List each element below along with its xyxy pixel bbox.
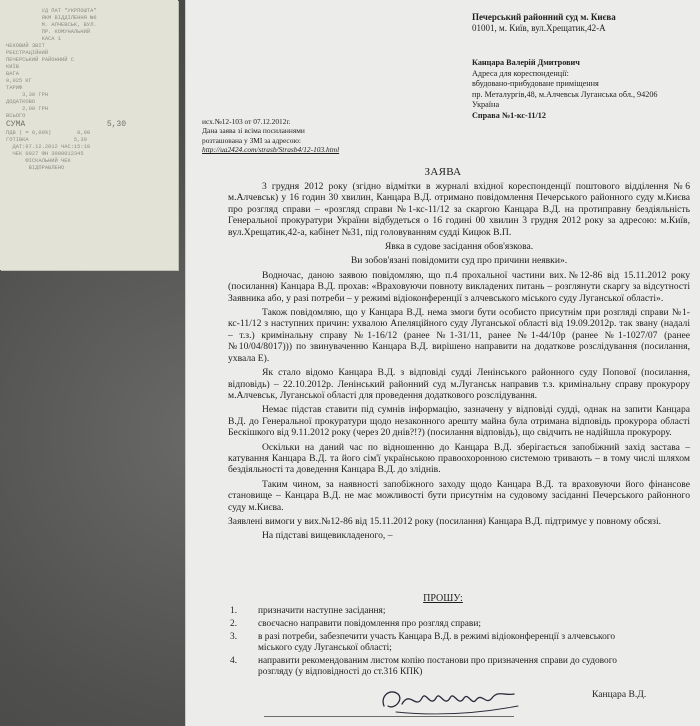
- request-item: [230, 632, 650, 654]
- sender-line-2: вбудовано-прибудоване приміщення: [472, 79, 599, 89]
- receipt-line: ПР. КОМУНАЛЬНИЙ: [6, 29, 91, 35]
- signer-name: Канцара В.Д.: [592, 689, 647, 700]
- receipt-tail-lines: [6, 130, 172, 172]
- receipt-sum: [6, 120, 172, 130]
- request-item: [230, 619, 650, 630]
- receipt-line: ПДВ ( = 0,00%) 0,00: [6, 130, 91, 136]
- document-page: [186, 0, 700, 726]
- paragraph-6: Як стало відомо Канцара В.Д. з відповіді судді Ленінського районного суду Попової (посилання, відповідь) – 22.10.2012р. Ленінський районний суд м.Луганськ направив т.з. кримінальну справу прокурору м.Алчевськ, Луганської області для проведення додаткового розслідування.: [228, 367, 690, 401]
- receipt-line: УД ПАТ "УКРПОШТА": [6, 8, 97, 14]
- ref-note-2: розташована у ЗМІ за адресою:: [202, 135, 301, 145]
- request-number: 4.: [230, 656, 238, 666]
- sender-line-3: пр. Металургів,48, м.Алчевськ Луганська обл., 94206: [472, 89, 658, 99]
- request-number: 1.: [230, 606, 238, 616]
- receipt-line: ЯКМ ВІДДІЛЕННЯ №6: [6, 15, 97, 21]
- receipt-sum-value: 5,30: [106, 120, 127, 129]
- receipt-line: 2,00 ГРН: [6, 106, 49, 112]
- receipt-line: 3,30 ГРН: [6, 92, 49, 98]
- request-text: своєчасно направити повідомлення про розгляд справи;: [258, 619, 481, 629]
- case-number: Справа №1-кс-11/12: [472, 110, 546, 120]
- request-item: [230, 656, 650, 678]
- sender-line-4: Україна: [472, 100, 500, 110]
- receipt-line: ТАРИФ: [6, 85, 23, 91]
- paragraph-3: Ви зобов'язані повідомити суд про причини неявки».: [350, 255, 568, 267]
- receipt-line: ВСЬОГО: [6, 113, 26, 119]
- court-address: 01001, м. Київ, вул.Хрещатик,42-А: [472, 23, 606, 33]
- receipt-line: РЕЄСТРАЦІЙНИЙ: [6, 50, 49, 56]
- request-number: 2.: [230, 619, 238, 629]
- request-list: [230, 606, 650, 680]
- receipt-line: ДОДАТКОВО: [6, 99, 36, 105]
- sender-name: Канцара Валерій Дмитрович: [472, 58, 580, 67]
- receipt-line: 0,025 КГ: [6, 78, 32, 84]
- paragraph-2: Явка в судове засідання обов'язкова.: [384, 241, 534, 253]
- receipt-sum-label: СУМА: [6, 120, 26, 129]
- receipt-line: ЧЕК 0027 ФН 3000012345: [6, 151, 84, 157]
- request-number: 3.: [230, 632, 238, 642]
- document-title: ЗАЯВА: [424, 166, 462, 178]
- paragraph-7: Немає підстав ставити під сумнів інформацію, зазначену у відповіді судді, однак на запити Канцара В.Д. до Генеральної прокуратури щодо незаконного арешту майна була отримана відповідь прокурора області Бескішкого від 9.11.2012 року (через 20 днів?!?) (посилання відповідь), що свідчить не надійшла прокурору.: [228, 404, 690, 439]
- receipt-line: ВІДПРАВЛЕНО: [6, 165, 65, 171]
- paragraph-5: Також повідомляю, що у Канцара В.Д. нема змоги бути особисто присутнім при розгляді справи №1-кс-11/12 з наступних причин: ухвалою Апеляційного суду Луганської області від 19.09.2012р. так звану (надалі – т.з.) кримінальну справу №1-16/12 (ранее №1-31/11, ранее №1-44/10р (ранее №1-1027/07 (ранее №10/04/8017))) по звинуваченню Канцара В.Д. вирішено направити на додаткове розслідування (посилання, ухвала Е).: [228, 307, 690, 364]
- request-text: в разі потреби, забезпечити участь Канцара В.Д. в режимі відіоконференції з алчевського міського суду Луганської області;: [258, 632, 616, 653]
- document-body: [228, 181, 690, 545]
- request-text: призначити наступне засідання;: [258, 606, 386, 616]
- receipt-line: ЧЕКОВИЙ ЗВІТ: [6, 43, 45, 49]
- sender-line-1: Адреса для кореспонденції:: [472, 68, 569, 78]
- receipt-line: ВАГА: [6, 71, 19, 77]
- receipt-line: ФІСКАЛЬНИЙ ЧЕК: [6, 158, 71, 164]
- request-heading: ПРОШУ:: [423, 593, 463, 604]
- receipt-lines: [6, 8, 172, 120]
- paragraph-1: 3 грудня 2012 року (згідно відмітки в журналі вхідної кореспонденції поштового відділення №6 м.Алчевськ) у 16 годин 30 хвилин, Канцара В.Д. отримано повідомлення Печерського районного суду м.Києва про розгляд справи – «розгляд справи №1-кс-11/12 за скаргою Канцара В.Д. на протиправну бездіяльність Генеральної прокуратури України відбудеться о 16 годині 00 хвилин 3 грудня 2012 року за адресою: м.Київ, вул.Хрещатик,42-а, кабінет №31, під головуванням судді Кицюк В.П.: [228, 181, 690, 238]
- ref-note-1: Дана заява зі всіма посиланнями: [202, 126, 305, 136]
- outgoing-reference: [202, 117, 462, 155]
- sender-block: [472, 58, 694, 122]
- receipt-line: КИЇВ: [6, 64, 19, 70]
- paragraph-10: Заявлені вимоги у вих.№12-86 від 15.11.2012 року (посилання) Канцара В.Д. підтримує у повному обсязі.: [228, 515, 662, 527]
- paragraph-4: Водночас, даною заявою повідомляю, що п.4 прохальної частини вих.№12-86 від 15.11.2012 року (посилання) Канцара В.Д. прохав: «Враховуючи повноту викладених питань – розглянути скаргу за відсутності Заявника або, у разі потреби – у режимі відіоконференції з алчевського міського суду Луганської області».: [228, 269, 690, 304]
- court-name: Печерський районний суд м. Києва: [472, 12, 616, 22]
- court-address-block: [472, 12, 692, 34]
- ref-link[interactable]: http://ua2424.com/strasb/Strasb4/12-103.html: [202, 145, 340, 155]
- receipt-line: КАСА 1: [6, 36, 61, 42]
- paragraph-9: Таким чином, за наявності запобіжного заходу щодо Канцара В.Д. та враховуючи його фінансове становище – Канцара В.Д. не має можливості бути присутнім на судовому засіданні Печерського районного суду м.Києва.: [228, 478, 690, 513]
- postal-receipt: [0, 0, 178, 270]
- request-text: направити рекомендованим листом копію постанови про призначення справи до судового розгляду (у відповідності до ст.316 КПК): [258, 656, 617, 677]
- signature-line: [264, 716, 514, 717]
- ref-number: исх.№12-103 от 07.12.2012г.: [202, 117, 291, 126]
- request-item: [230, 606, 650, 617]
- receipt-line: ДАТ:07.12.2012 ЧАС:15:10: [6, 144, 91, 150]
- receipt-line: М. АЛЧЕВСЬК, ВУЛ.: [6, 22, 97, 28]
- paragraph-11: На підставі вищевикладеного, –: [262, 530, 393, 542]
- paragraph-8: Оскільки на даний час по відношенню до Канцара В.Д. зберігається запобіжний захід застава – катування Канцара В.Д. та його сім'ї українською правоохоронною системою тривають – в тому числі шляхом бездіяльності та доведення Канцара В.Д. до зліднів.: [228, 441, 690, 476]
- receipt-line: ПЕЧЕРСЬКИЙ РАЙОННИЙ С: [6, 57, 74, 63]
- receipt-line: ГОТІВКА 5,30: [6, 137, 87, 143]
